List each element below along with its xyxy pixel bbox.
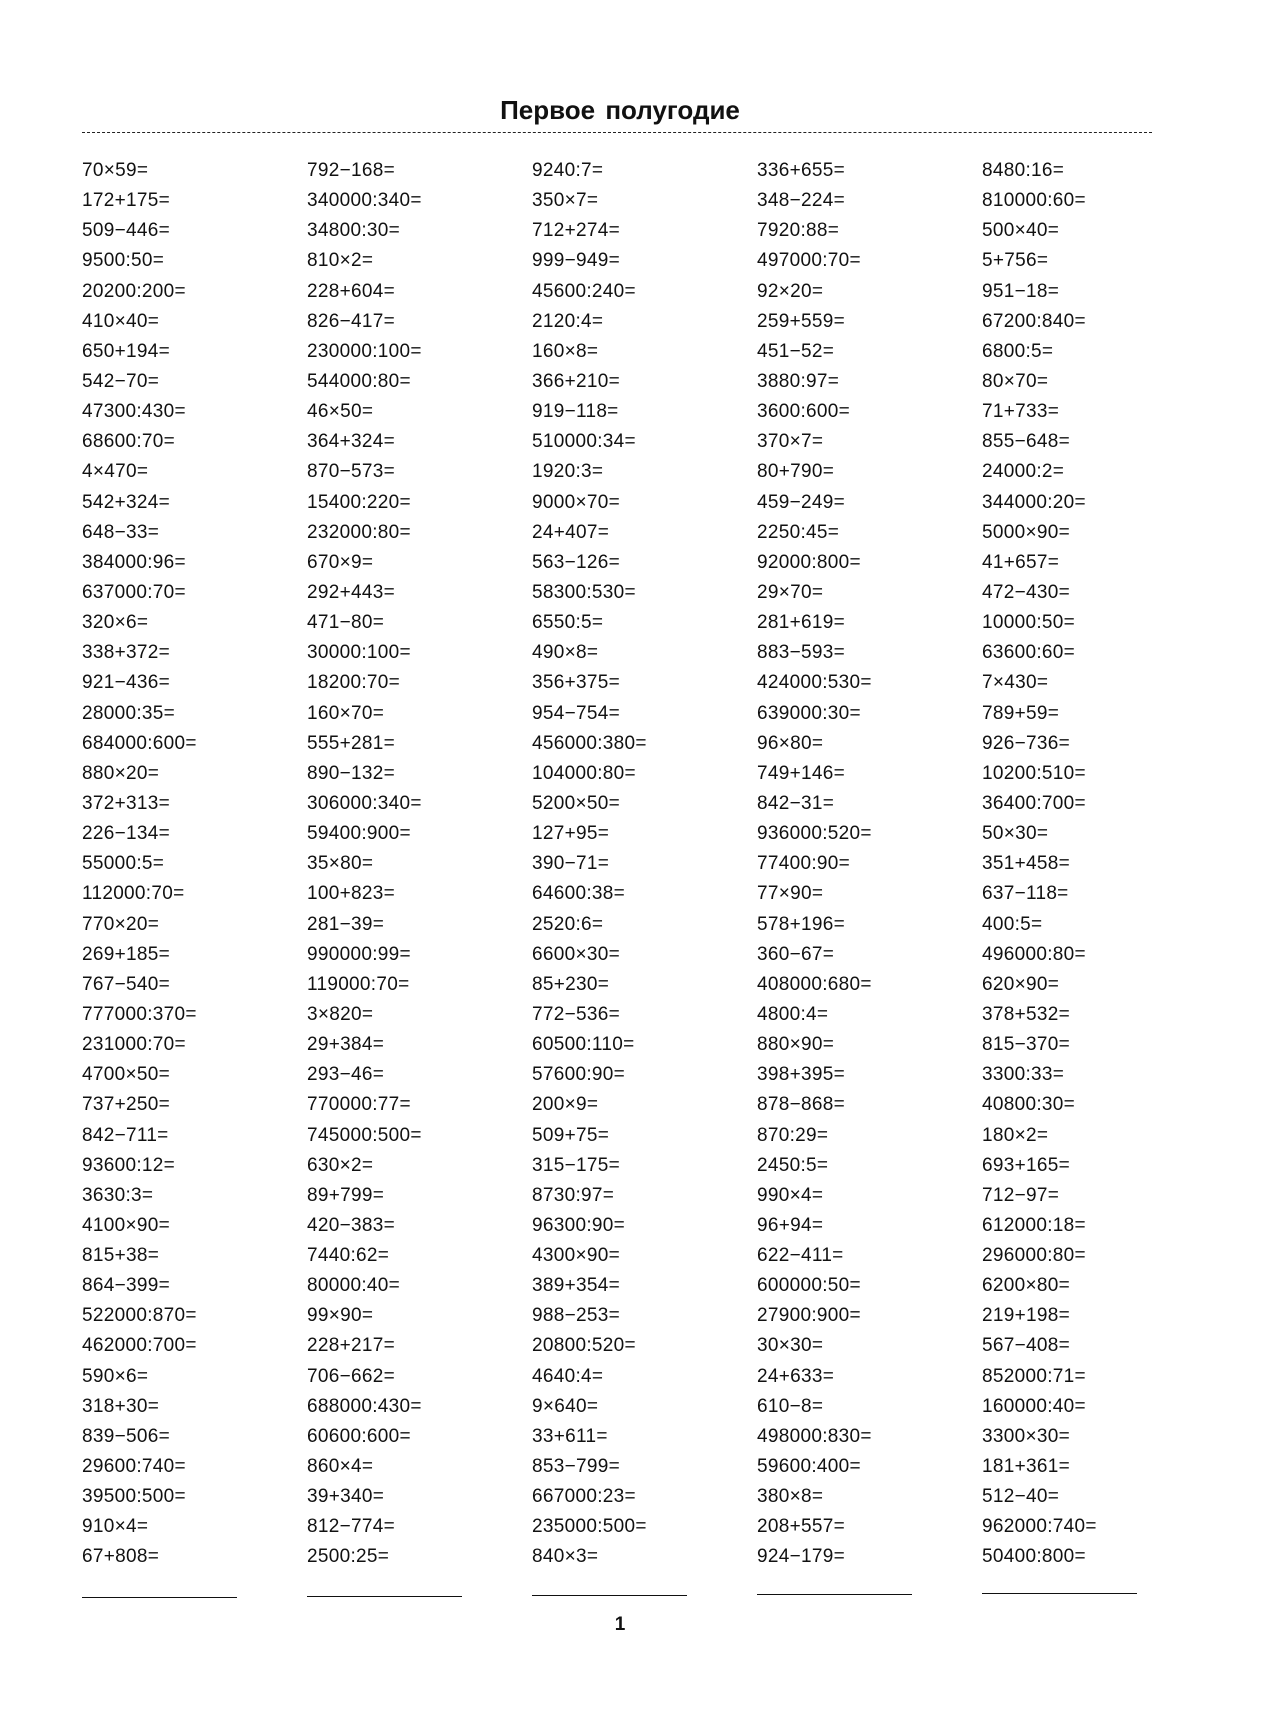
exercise-item: 8480:16= bbox=[982, 160, 1065, 181]
exercise-item: 318+30= bbox=[82, 1395, 160, 1417]
exercise-item: 890−132= bbox=[307, 762, 395, 784]
exercise-item: 92×20= bbox=[757, 280, 824, 302]
exercise-item: 555+281= bbox=[307, 732, 395, 754]
exercise-item: 9240:7= bbox=[532, 160, 604, 181]
exercise-item: 688000:430= bbox=[307, 1395, 422, 1417]
exercise-item: 693+165= bbox=[982, 1154, 1070, 1176]
exercise-item: 5+756= bbox=[982, 250, 1049, 272]
exercise-item: 59400:900= bbox=[307, 823, 411, 845]
exercise-item: 15400:220= bbox=[307, 491, 411, 513]
exercise-item: 77×90= bbox=[757, 883, 824, 905]
exercise-item: 60500:110= bbox=[532, 1034, 635, 1056]
exercise-item: 57600:90= bbox=[532, 1064, 626, 1086]
exercise-item: 350×7= bbox=[532, 190, 599, 212]
exercise-item: 336+655= bbox=[757, 160, 845, 181]
exercise-item: 924−179= bbox=[757, 1546, 845, 1568]
exercise-item: 490×8= bbox=[532, 642, 599, 664]
exercise-item: 380×8= bbox=[757, 1486, 824, 1508]
exercise-item: 4×470= bbox=[82, 461, 149, 483]
exercise-item: 424000:530= bbox=[757, 672, 872, 694]
exercise-item: 864−399= bbox=[82, 1275, 170, 1297]
exercise-item: 860×4= bbox=[307, 1456, 374, 1478]
exercise-item: 9×640= bbox=[532, 1395, 599, 1417]
exercise-item: 50400:800= bbox=[982, 1546, 1086, 1568]
exercise-item: 745000:500= bbox=[307, 1124, 422, 1146]
exercise-item: 880×90= bbox=[757, 1034, 835, 1056]
exercise-item: 351+458= bbox=[982, 853, 1070, 875]
exercise-item: 5200×50= bbox=[532, 792, 620, 814]
exercise-item: 612000:18= bbox=[982, 1214, 1086, 1236]
exercise-item: 842−711= bbox=[82, 1124, 169, 1146]
exercise-item: 29+384= bbox=[307, 1034, 385, 1056]
exercise-item: 208+557= bbox=[757, 1516, 845, 1538]
exercise-item: 58300:530= bbox=[532, 581, 636, 603]
answer-line-4 bbox=[757, 1594, 912, 1595]
exercise-item: 70×59= bbox=[82, 160, 149, 181]
exercise-item: 389+354= bbox=[532, 1275, 620, 1297]
exercise-item: 100+823= bbox=[307, 883, 395, 905]
exercise-item: 462000:700= bbox=[82, 1335, 197, 1357]
exercise-item: 292+443= bbox=[307, 581, 395, 603]
exercise-item: 637000:70= bbox=[82, 581, 186, 603]
exercise-item: 40800:30= bbox=[982, 1094, 1076, 1116]
exercise-item: 85+230= bbox=[532, 973, 610, 995]
exercise-item: 47300:430= bbox=[82, 401, 186, 423]
exercise-item: 3×820= bbox=[307, 1003, 374, 1025]
exercise-item: 370×7= bbox=[757, 431, 824, 453]
exercise-item: 706−662= bbox=[307, 1365, 395, 1387]
exercise-item: 27900:900= bbox=[757, 1305, 861, 1327]
exercise-item: 772−536= bbox=[532, 1003, 620, 1025]
exercise-column-3 bbox=[532, 156, 732, 1573]
exercise-item: 842−31= bbox=[757, 792, 835, 814]
exercise-item: 7440:62= bbox=[307, 1245, 390, 1267]
exercise-item: 281+619= bbox=[757, 612, 845, 634]
exercise-item: 620×90= bbox=[982, 973, 1060, 995]
exercise-item: 420−383= bbox=[307, 1214, 395, 1236]
exercise-item: 59600:400= bbox=[757, 1456, 861, 1478]
exercise-item: 498000:830= bbox=[757, 1425, 872, 1447]
exercise-item: 104000:80= bbox=[532, 762, 636, 784]
exercise-column-2 bbox=[307, 156, 507, 1573]
exercise-item: 281−39= bbox=[307, 913, 385, 935]
exercise-item: 600000:50= bbox=[757, 1275, 861, 1297]
exercise-item: 364+324= bbox=[307, 431, 395, 453]
exercise-item: 815−370= bbox=[982, 1034, 1070, 1056]
exercise-item: 372+313= bbox=[82, 792, 170, 814]
exercise-item: 20800:520= bbox=[532, 1335, 636, 1357]
exercise-item: 544000:80= bbox=[307, 370, 411, 392]
exercise-item: 578+196= bbox=[757, 913, 845, 935]
exercise-item: 400:5= bbox=[982, 913, 1043, 935]
exercise-item: 89+799= bbox=[307, 1184, 385, 1206]
exercise-item: 737+250= bbox=[82, 1094, 170, 1116]
exercise-item: 812−774= bbox=[307, 1516, 395, 1538]
exercise-item: 180×2= bbox=[982, 1124, 1049, 1146]
exercise-item: 456000:380= bbox=[532, 732, 647, 754]
exercise-item: 512−40= bbox=[982, 1486, 1060, 1508]
exercise-item: 46×50= bbox=[307, 401, 374, 423]
exercise-item: 712+274= bbox=[532, 220, 620, 242]
exercise-item: 20200:200= bbox=[82, 280, 186, 302]
exercise-item: 670×9= bbox=[307, 551, 374, 573]
exercise-item: 71+733= bbox=[982, 401, 1060, 423]
exercise-item: 4640:4= bbox=[532, 1365, 604, 1387]
exercise-item: 712−97= bbox=[982, 1184, 1060, 1206]
exercise-item: 962000:740= bbox=[982, 1516, 1097, 1538]
exercise-item: 160×70= bbox=[307, 702, 385, 724]
exercise-item: 219+198= bbox=[982, 1305, 1070, 1327]
exercise-item: 542−70= bbox=[82, 370, 160, 392]
exercise-item: 39500:500= bbox=[82, 1486, 186, 1508]
exercise-item: 471−80= bbox=[307, 612, 385, 634]
exercise-item: 64600:38= bbox=[532, 883, 626, 905]
exercise-item: 96300:90= bbox=[532, 1214, 626, 1236]
exercise-item: 749+146= bbox=[757, 762, 845, 784]
exercise-item: 3880:97= bbox=[757, 370, 840, 392]
exercise-item: 451−52= bbox=[757, 340, 835, 362]
exercise-item: 792−168= bbox=[307, 160, 395, 181]
exercise-item: 951−18= bbox=[982, 280, 1060, 302]
exercise-item: 852000:71= bbox=[982, 1365, 1086, 1387]
exercise-item: 770×20= bbox=[82, 913, 160, 935]
answer-line-1 bbox=[82, 1597, 237, 1598]
exercise-item: 630×2= bbox=[307, 1154, 374, 1176]
exercise-item: 990000:99= bbox=[307, 943, 411, 965]
exercise-item: 119000:70= bbox=[307, 973, 410, 995]
exercise-item: 472−430= bbox=[982, 581, 1070, 603]
exercise-item: 3300×30= bbox=[982, 1425, 1070, 1447]
exercise-item: 4700×50= bbox=[82, 1064, 170, 1086]
exercise-item: 4800:4= bbox=[757, 1003, 829, 1025]
exercise-item: 826−417= bbox=[307, 310, 395, 332]
exercise-item: 29600:740= bbox=[82, 1456, 186, 1478]
exercise-item: 77400:90= bbox=[757, 853, 851, 875]
exercise-item: 3630:3= bbox=[82, 1184, 154, 1206]
exercise-item: 6800:5= bbox=[982, 340, 1054, 362]
exercise-item: 590×6= bbox=[82, 1365, 149, 1387]
exercise-item: 390−71= bbox=[532, 853, 610, 875]
exercise-item: 770000:77= bbox=[307, 1094, 411, 1116]
exercise-item: 172+175= bbox=[82, 190, 170, 212]
exercise-item: 41+657= bbox=[982, 551, 1060, 573]
exercise-item: 80+790= bbox=[757, 461, 835, 483]
exercise-item: 7×430= bbox=[982, 672, 1049, 694]
exercise-item: 28000:35= bbox=[82, 702, 176, 724]
exercise-item: 3600:600= bbox=[757, 401, 851, 423]
exercise-item: 408000:680= bbox=[757, 973, 872, 995]
exercise-item: 2500:25= bbox=[307, 1546, 390, 1568]
exercise-item: 226−134= bbox=[82, 823, 170, 845]
exercise-item: 398+395= bbox=[757, 1064, 845, 1086]
exercise-item: 33+611= bbox=[532, 1425, 608, 1447]
exercise-item: 990×4= bbox=[757, 1184, 824, 1206]
exercise-item: 29×70= bbox=[757, 581, 824, 603]
exercise-item: 2120:4= bbox=[532, 310, 604, 332]
exercise-item: 200×9= bbox=[532, 1094, 599, 1116]
exercise-item: 4100×90= bbox=[82, 1214, 170, 1236]
exercise-item: 650+194= bbox=[82, 340, 170, 362]
exercise-item: 230000:100= bbox=[307, 340, 422, 362]
exercise-item: 96×80= bbox=[757, 732, 824, 754]
exercise-item: 228+604= bbox=[307, 280, 395, 302]
exercise-item: 160000:40= bbox=[982, 1395, 1086, 1417]
exercise-item: 667000:23= bbox=[532, 1486, 636, 1508]
exercise-item: 63600:60= bbox=[982, 642, 1076, 664]
answer-line-2 bbox=[307, 1596, 462, 1597]
exercise-item: 235000:500= bbox=[532, 1516, 647, 1538]
exercise-item: 810×2= bbox=[307, 250, 374, 272]
exercise-item: 999−949= bbox=[532, 250, 620, 272]
exercise-item: 870−573= bbox=[307, 461, 395, 483]
exercise-item: 338+372= bbox=[82, 642, 170, 664]
exercise-item: 878−868= bbox=[757, 1094, 845, 1116]
page-number: 1 bbox=[614, 1614, 626, 1635]
exercise-item: 24+633= bbox=[757, 1365, 835, 1387]
exercise-item: 269+185= bbox=[82, 943, 170, 965]
exercise-item: 6200×80= bbox=[982, 1275, 1070, 1297]
exercise-item: 259+559= bbox=[757, 310, 845, 332]
exercise-item: 67200:840= bbox=[982, 310, 1086, 332]
exercise-item: 8730:97= bbox=[532, 1184, 615, 1206]
exercise-item: 181+361= bbox=[982, 1456, 1070, 1478]
exercise-item: 880×20= bbox=[82, 762, 160, 784]
exercise-item: 496000:80= bbox=[982, 943, 1086, 965]
answer-line-5 bbox=[982, 1593, 1137, 1594]
exercise-item: 384000:96= bbox=[82, 551, 186, 573]
exercise-item: 637−118= bbox=[982, 883, 1069, 905]
exercise-item: 3300:33= bbox=[982, 1064, 1065, 1086]
exercise-item: 2450:5= bbox=[757, 1154, 829, 1176]
exercise-item: 839−506= bbox=[82, 1425, 170, 1447]
exercise-item: 9500:50= bbox=[82, 250, 165, 272]
exercise-item: 92000:800= bbox=[757, 551, 861, 573]
exercise-item: 127+95= bbox=[532, 823, 610, 845]
exercise-item: 459−249= bbox=[757, 491, 845, 513]
exercise-item: 315−175= bbox=[532, 1154, 620, 1176]
exercise-item: 777000:370= bbox=[82, 1003, 197, 1025]
exercise-item: 45600:240= bbox=[532, 280, 636, 302]
exercise-column-5 bbox=[982, 156, 1182, 1573]
exercise-item: 9000×70= bbox=[532, 491, 620, 513]
exercise-item: 50×30= bbox=[982, 823, 1049, 845]
exercise-item: 954−754= bbox=[532, 702, 620, 724]
exercise-item: 4300×90= bbox=[532, 1245, 620, 1267]
exercise-item: 919−118= bbox=[532, 401, 619, 423]
exercise-item: 67+808= bbox=[82, 1546, 160, 1568]
exercise-item: 2250:45= bbox=[757, 521, 840, 543]
exercise-item: 2520:6= bbox=[532, 913, 604, 935]
exercise-item: 910×4= bbox=[82, 1516, 149, 1538]
exercise-item: 6550:5= bbox=[532, 612, 604, 634]
exercise-item: 810000:60= bbox=[982, 190, 1086, 212]
answer-line-3 bbox=[532, 1595, 687, 1596]
exercise-item: 344000:20= bbox=[982, 491, 1086, 513]
exercise-item: 293−46= bbox=[307, 1064, 385, 1086]
exercise-item: 112000:70= bbox=[82, 883, 185, 905]
exercise-item: 509+75= bbox=[532, 1124, 610, 1146]
exercise-item: 10000:50= bbox=[982, 612, 1076, 634]
exercise-item: 1920:3= bbox=[532, 461, 604, 483]
exercise-item: 6600×30= bbox=[532, 943, 620, 965]
exercise-item: 988−253= bbox=[532, 1305, 620, 1327]
exercise-item: 870:29= bbox=[757, 1124, 829, 1146]
exercise-item: 68600:70= bbox=[82, 431, 176, 453]
exercise-item: 567−408= bbox=[982, 1335, 1070, 1357]
exercise-item: 522000:870= bbox=[82, 1305, 197, 1327]
exercise-item: 853−799= bbox=[532, 1456, 620, 1478]
exercise-item: 356+375= bbox=[532, 672, 620, 694]
exercise-item: 24+407= bbox=[532, 521, 610, 543]
exercise-item: 509−446= bbox=[82, 220, 170, 242]
exercise-item: 36400:700= bbox=[982, 792, 1086, 814]
exercise-item: 96+94= bbox=[757, 1214, 824, 1236]
title-divider bbox=[82, 132, 1152, 133]
exercise-item: 231000:70= bbox=[82, 1034, 186, 1056]
exercise-item: 99×90= bbox=[307, 1305, 374, 1327]
exercise-item: 296000:80= bbox=[982, 1245, 1086, 1267]
exercise-item: 500×40= bbox=[982, 220, 1060, 242]
exercise-item: 378+532= bbox=[982, 1003, 1070, 1025]
exercise-item: 160×8= bbox=[532, 340, 599, 362]
exercise-item: 639000:30= bbox=[757, 702, 861, 724]
exercise-item: 921−436= bbox=[82, 672, 170, 694]
exercise-item: 789+59= bbox=[982, 702, 1060, 724]
exercise-column-1 bbox=[82, 156, 282, 1573]
exercise-item: 60600:600= bbox=[307, 1425, 411, 1447]
exercise-item: 340000:340= bbox=[307, 190, 422, 212]
exercise-item: 610−8= bbox=[757, 1395, 824, 1417]
exercise-item: 35×80= bbox=[307, 853, 374, 875]
exercise-item: 24000:2= bbox=[982, 461, 1065, 483]
exercise-item: 840×3= bbox=[532, 1546, 599, 1568]
exercise-item: 18200:70= bbox=[307, 672, 401, 694]
page-title: Первое полугодие bbox=[500, 95, 740, 125]
exercise-item: 510000:34= bbox=[532, 431, 636, 453]
exercise-item: 228+217= bbox=[307, 1335, 395, 1357]
exercise-item: 648−33= bbox=[82, 521, 160, 543]
exercise-item: 30000:100= bbox=[307, 642, 411, 664]
exercise-item: 360−67= bbox=[757, 943, 835, 965]
exercise-item: 563−126= bbox=[532, 551, 620, 573]
exercise-item: 320×6= bbox=[82, 612, 149, 634]
exercise-item: 306000:340= bbox=[307, 792, 422, 814]
exercise-column-4 bbox=[757, 156, 957, 1573]
exercise-item: 39+340= bbox=[307, 1486, 385, 1508]
exercise-item: 7920:88= bbox=[757, 220, 840, 242]
exercise-item: 348−224= bbox=[757, 190, 845, 212]
exercise-item: 622−411= bbox=[757, 1245, 844, 1267]
exercise-item: 80000:40= bbox=[307, 1275, 401, 1297]
exercise-item: 684000:600= bbox=[82, 732, 197, 754]
exercise-item: 10200:510= bbox=[982, 762, 1086, 784]
exercise-item: 93600:12= bbox=[82, 1154, 176, 1176]
exercise-item: 926−736= bbox=[982, 732, 1070, 754]
exercise-item: 55000:5= bbox=[82, 853, 165, 875]
exercise-item: 34800:30= bbox=[307, 220, 401, 242]
exercise-item: 936000:520= bbox=[757, 823, 872, 845]
exercise-item: 30×30= bbox=[757, 1335, 824, 1357]
exercise-item: 410×40= bbox=[82, 310, 160, 332]
exercise-item: 883−593= bbox=[757, 642, 845, 664]
exercise-item: 366+210= bbox=[532, 370, 620, 392]
exercise-item: 542+324= bbox=[82, 491, 170, 513]
exercise-item: 232000:80= bbox=[307, 521, 411, 543]
exercise-item: 80×70= bbox=[982, 370, 1049, 392]
exercise-item: 815+38= bbox=[82, 1245, 160, 1267]
exercise-item: 497000:70= bbox=[757, 250, 861, 272]
exercise-item: 5000×90= bbox=[982, 521, 1070, 543]
exercise-item: 767−540= bbox=[82, 973, 170, 995]
exercise-item: 855−648= bbox=[982, 431, 1070, 453]
